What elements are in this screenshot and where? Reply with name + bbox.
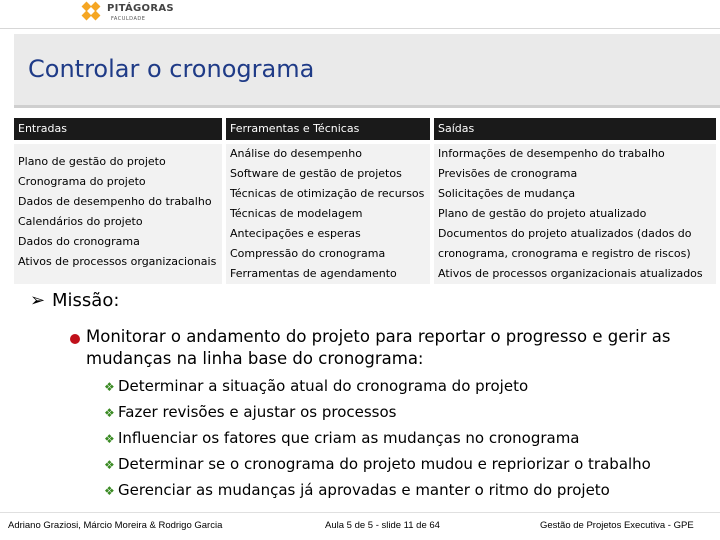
mission-item — [104, 481, 610, 499]
table-list-item: Dados do cronograma — [18, 235, 140, 248]
table-list-item: Cronograma do projeto — [18, 175, 146, 188]
outputs-cell — [434, 144, 716, 284]
table-list-item: Solicitações de mudança — [438, 187, 576, 200]
faculty-logo — [80, 2, 174, 28]
mission-item — [104, 403, 396, 421]
table-list-item: Informações de desempenho do trabalho — [438, 147, 665, 160]
green-diamond-bullet-icon: ❖ — [104, 458, 115, 472]
table-list-item: Ferramentas de agendamento — [230, 267, 397, 280]
logo-diamonds-icon — [80, 2, 104, 26]
header-inputs: Entradas — [14, 118, 222, 140]
logo-name: PITÁGORAS — [107, 3, 174, 14]
table-list-item: Software de gestão de projetos — [230, 167, 402, 180]
red-bullet-icon — [70, 334, 80, 344]
table-list-item: Técnicas de otimização de recursos — [230, 187, 425, 200]
tools-cell — [226, 144, 430, 284]
table-list-item: Compressão do cronograma — [230, 247, 386, 260]
footer-slide-number: Aula 5 de 5 - slide 11 de 64 — [325, 520, 440, 531]
table-list-item: Documentos do projeto atualizados (dados do — [438, 227, 692, 240]
logo-subtitle: FACULDADE — [111, 16, 146, 22]
arrow-bullet-icon: ➢ — [30, 290, 46, 311]
table-list-item: Ativos de processos organizacionais atualizados — [438, 267, 703, 280]
table-list-item: Técnicas de modelagem — [230, 207, 363, 220]
mission-item-text: Determinar se o cronograma do projeto mudou e repriorizar o trabalho — [118, 455, 651, 473]
page-title: Controlar o cronograma — [28, 55, 315, 83]
table-list-item: Previsões de cronograma — [438, 167, 578, 180]
header-outputs: Saídas — [434, 118, 716, 140]
mission-description: Monitorar o andamento do projeto para reportar o progresso e gerir as mudanças na linha base do cronograma: — [86, 327, 671, 368]
table-list-item: Plano de gestão do projeto — [18, 155, 166, 168]
table-list-item: Dados de desempenho do trabalho — [18, 195, 212, 208]
table-list-item: Plano de gestão do projeto atualizado — [438, 207, 647, 220]
footer-course: Gestão de Projetos Executiva - GPE — [540, 520, 694, 531]
mission-heading — [30, 290, 120, 311]
green-diamond-bullet-icon: ❖ — [104, 432, 115, 446]
table-list-item: Ativos de processos organizacionais — [18, 255, 217, 268]
header-tools: Ferramentas e Técnicas — [226, 118, 430, 140]
green-diamond-bullet-icon: ❖ — [104, 406, 115, 420]
table-list-item: Análise do desempenho — [230, 147, 362, 160]
mission-item — [104, 429, 580, 447]
green-diamond-bullet-icon: ❖ — [104, 380, 115, 394]
table-list-item: Calendários do projeto — [18, 215, 143, 228]
table-list-item: Antecipações e esperas — [230, 227, 361, 240]
title-underline — [14, 105, 720, 108]
footer-divider — [0, 512, 720, 513]
table-list-item: cronograma, cronograma e registro de riscos) — [438, 247, 691, 260]
mission-item — [104, 455, 651, 473]
footer-authors: Adriano Graziosi, Márcio Moreira & Rodrigo Garcia — [8, 520, 223, 531]
header-divider — [0, 28, 720, 29]
green-diamond-bullet-icon: ❖ — [104, 484, 115, 498]
mission-item-text: Fazer revisões e ajustar os processos — [118, 403, 397, 421]
mission-item-text: Influenciar os fatores que criam as mudanças no cronograma — [118, 429, 580, 447]
mission-item-text: Gerenciar as mudanças já aprovadas e manter o ritmo do projeto — [118, 481, 610, 499]
itto-table — [14, 118, 716, 286]
inputs-cell — [14, 144, 222, 284]
mission-item-text: Determinar a situação atual do cronograma do projeto — [118, 377, 529, 395]
mission-item — [104, 377, 528, 395]
mission-title: Missão: — [52, 290, 120, 311]
